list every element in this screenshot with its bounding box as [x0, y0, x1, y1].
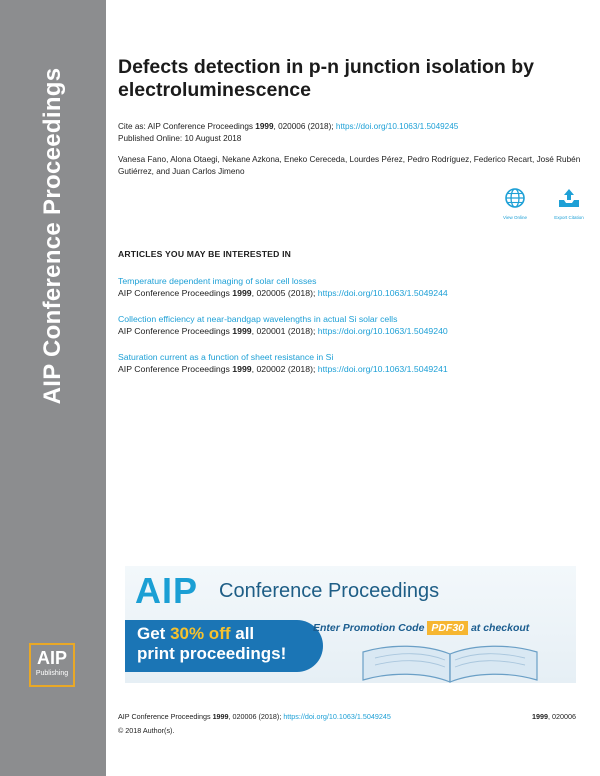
copyright-notice: © 2018 Author(s). — [118, 726, 175, 735]
citation-volume: 1999 — [232, 326, 252, 336]
article-title: Defects detection in p-n junction isolation by electroluminescence — [118, 56, 535, 101]
promo-discount: 30% off — [170, 624, 231, 643]
promo-code-prefix: Enter Promotion Code — [313, 622, 428, 634]
related-article-citation — [118, 325, 448, 337]
related-article-citation — [118, 287, 448, 299]
related-article-title[interactable]: Temperature dependent imaging of solar cell losses — [118, 276, 317, 286]
citation-suffix: , 020002 (2018); — [251, 364, 318, 374]
related-article-item — [118, 351, 448, 375]
citation-prefix: AIP Conference Proceedings — [118, 364, 233, 374]
logo-main-text: AIP — [36, 648, 67, 668]
cite-volume: 1999 — [255, 122, 274, 131]
related-articles-heading: ARTICLES YOU MAY BE INTERESTED IN — [118, 249, 292, 259]
published-date: Published Online: 10 August 2018 — [118, 133, 242, 143]
footer-right-volume: 1999 — [532, 712, 549, 721]
citation-suffix: , 020001 (2018); — [251, 326, 318, 336]
footer-suffix: , 020006 (2018); — [228, 712, 284, 721]
related-article-title[interactable]: Saturation current as a function of sheet resistance in Si — [118, 352, 334, 362]
export-citation-label: Export Citation — [554, 215, 584, 220]
cite-prefix: Cite as: AIP Conference Proceedings — [118, 122, 256, 131]
related-article-doi[interactable]: https://doi.org/10.1063/1.5049244 — [317, 288, 448, 298]
footer-right-suffix: , 020006 — [548, 712, 576, 721]
citation-prefix: AIP Conference Proceedings — [118, 288, 233, 298]
footer-citation — [118, 712, 391, 721]
related-article-item — [118, 313, 448, 337]
banner-product: Conference Proceedings — [219, 580, 440, 602]
related-article-citation — [118, 363, 448, 375]
aip-publishing-logo[interactable] — [29, 643, 75, 687]
export-citation-button[interactable] — [549, 187, 589, 220]
promo-line1-end: all — [230, 624, 255, 643]
footer-page-id — [532, 712, 576, 721]
promo-line2: print proceedings! — [137, 644, 287, 663]
citation-prefix: AIP Conference Proceedings — [118, 326, 233, 336]
cite-suffix: , 020006 (2018); — [273, 122, 336, 131]
banner-brand: AIP — [135, 570, 199, 611]
footer-volume: 1999 — [212, 712, 229, 721]
promo-code: PDF30 — [427, 621, 468, 635]
article-doi-link[interactable]: https://doi.org/10.1063/1.5049245 — [335, 122, 459, 131]
journal-sidebar — [0, 0, 106, 776]
footer-prefix: AIP Conference Proceedings — [118, 712, 213, 721]
promo-banner[interactable] — [125, 566, 576, 683]
article-citation — [118, 121, 458, 144]
open-book-icon — [355, 640, 545, 683]
banner-promo-box — [125, 620, 323, 672]
footer-doi-link[interactable]: https://doi.org/10.1063/1.5049245 — [283, 712, 391, 721]
citation-volume: 1999 — [232, 288, 252, 298]
promo-code-suffix: at checkout — [468, 622, 530, 634]
citation-volume: 1999 — [232, 364, 252, 374]
citation-suffix: , 020005 (2018); — [251, 288, 318, 298]
logo-sub-text: Publishing — [35, 670, 69, 677]
export-icon — [557, 187, 581, 209]
author-list: Vanesa Fano, Alona Otaegi, Nekane Azkona, Eneko Cereceda, Lourdes Pérez, Pedro Rodríguez, Federico Recart, José Rubén Gutiérrez, and Juan Carlos Jimeno — [118, 155, 581, 176]
promo-line1-start: Get — [137, 624, 171, 643]
view-online-label: View Online — [503, 215, 527, 220]
sidebar-journal-title: AIP Conference Proceedings — [39, 67, 66, 405]
view-online-button[interactable] — [495, 187, 535, 220]
related-article-title[interactable]: Collection efficiency at near-bandgap wavelengths in actual Si solar cells — [118, 314, 398, 324]
related-article-item — [118, 275, 448, 299]
globe-icon — [504, 187, 526, 209]
promo-code-line — [313, 622, 529, 634]
related-article-doi[interactable]: https://doi.org/10.1063/1.5049241 — [317, 364, 448, 374]
related-article-doi[interactable]: https://doi.org/10.1063/1.5049240 — [317, 326, 448, 336]
